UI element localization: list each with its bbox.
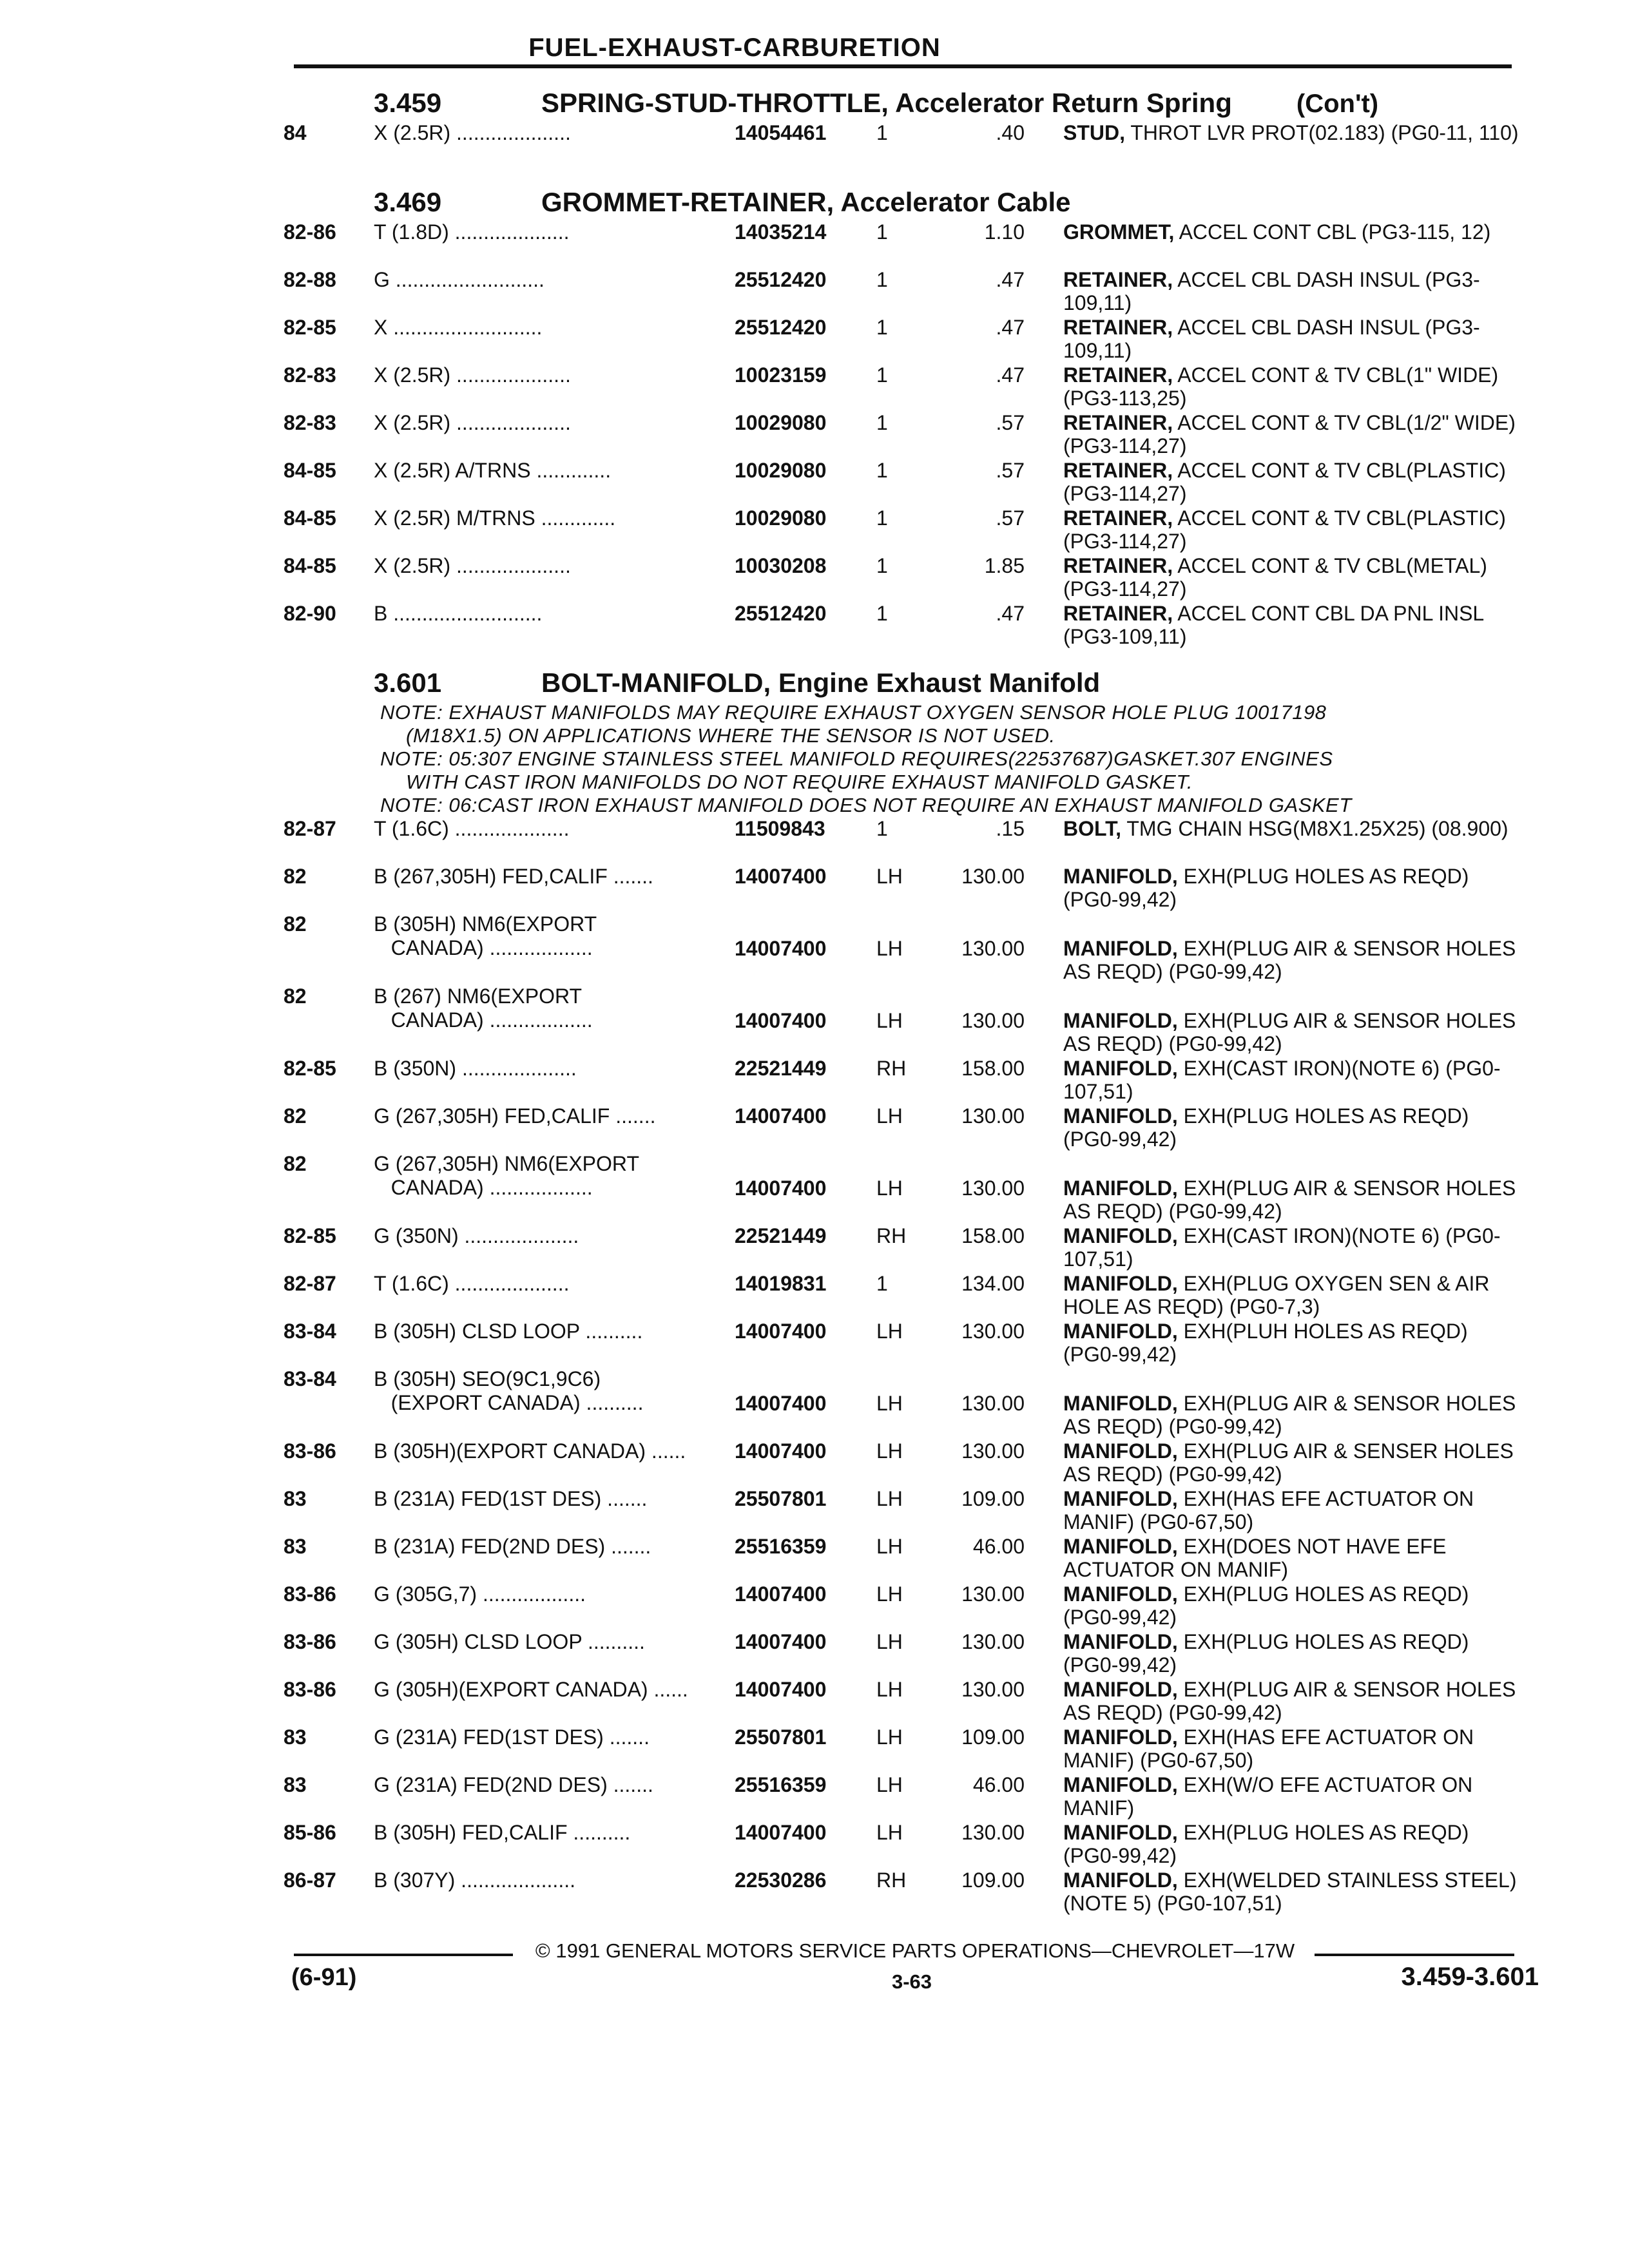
section-title: BOLT-MANIFOLD, Engine Exhaust Manifold — [541, 668, 1101, 698]
part-number: 25507801 — [735, 1487, 827, 1510]
quantity: 1 — [876, 363, 888, 387]
catalog-row — [284, 1821, 1527, 1869]
part-number: 14007400 — [735, 1630, 827, 1653]
catalog-row — [284, 1104, 1527, 1152]
model-application: G .......................... — [374, 268, 545, 291]
part-description: MANIFOLD, EXH(CAST IRON)(NOTE 6) (PG0-107,51) — [1063, 1224, 1501, 1271]
part-description: MANIFOLD, EXH(PLUG HOLES AS REQD) (PG0-99,42) — [1063, 1630, 1469, 1677]
model-years: 83-84 — [284, 1367, 336, 1390]
part-number: 25507801 — [735, 1725, 827, 1749]
catalog-row — [284, 554, 1527, 602]
quantity: LH — [876, 1009, 903, 1032]
part-number: 11509843 — [735, 817, 825, 840]
price: .47 — [996, 268, 1025, 291]
section-note: WITH CAST IRON MANIFOLDS DO NOT REQUIRE EXHAUST MANIFOLD GASKET. — [406, 771, 1193, 793]
part-description: RETAINER, ACCEL CONT & TV CBL(METAL) (PG3-114,27) — [1063, 554, 1487, 601]
model-application: G (350N) .................... — [374, 1224, 579, 1247]
model-application: B (231A) FED(1ST DES) ....... — [374, 1487, 648, 1510]
model-years: 83-86 — [284, 1678, 336, 1701]
part-name: MANIFOLD, — [1063, 1224, 1178, 1247]
price: 158.00 — [961, 1224, 1025, 1247]
part-description: MANIFOLD, EXH(PLUG AIR & SENSOR HOLES AS REQD) (PG0-99,42) — [1063, 1392, 1516, 1438]
price: 130.00 — [961, 865, 1025, 888]
price: 46.00 — [972, 1535, 1025, 1558]
catalog-row — [284, 1224, 1527, 1272]
price: 130.00 — [961, 1439, 1025, 1463]
catalog-row — [284, 220, 1527, 268]
section-note: NOTE: EXHAUST MANIFOLDS MAY REQUIRE EXHAUST OXYGEN SENSOR HOLE PLUG 10017198 — [380, 701, 1327, 724]
model-application: B (307Y) .................... — [374, 1869, 575, 1892]
part-name: MANIFOLD, — [1063, 1869, 1178, 1892]
quantity: LH — [876, 1392, 903, 1415]
part-description: MANIFOLD, EXH(WELDED STAINLESS STEEL)(NOTE 5) (PG0-107,51) — [1063, 1869, 1517, 1915]
part-description: MANIFOLD, EXH(PLUG AIR & SENSOR HOLES AS REQD) (PG0-99,42) — [1063, 1009, 1516, 1055]
catalog-row — [284, 1678, 1527, 1725]
part-name: MANIFOLD, — [1063, 1104, 1178, 1128]
part-description: RETAINER, ACCEL CBL DASH INSUL (PG3-109,11) — [1063, 316, 1480, 362]
quantity: LH — [876, 1177, 903, 1200]
price: 130.00 — [961, 1177, 1025, 1200]
model-years: 84-85 — [284, 506, 336, 530]
price: .57 — [996, 506, 1025, 530]
part-number: 10029080 — [735, 459, 827, 482]
model-years: 83 — [284, 1725, 307, 1749]
catalog-row — [284, 865, 1527, 912]
catalog-row — [284, 1630, 1527, 1678]
section-number: 3.469 — [374, 187, 442, 217]
section-number: 3.459 — [374, 88, 442, 118]
model-application: G (305G,7) .................. — [374, 1582, 586, 1606]
model-application: B (267) NM6(EXPORT CANADA) .................. — [374, 985, 593, 1032]
part-number: 14007400 — [735, 1439, 827, 1463]
catalog-row — [284, 985, 1527, 1057]
catalog-row — [284, 316, 1527, 363]
catalog-row — [284, 1152, 1527, 1224]
section-continued-label: (Con't) — [1296, 90, 1379, 118]
model-application: B (350N) .................... — [374, 1057, 577, 1080]
header-rule — [294, 64, 1512, 68]
catalog-row — [284, 1725, 1527, 1773]
quantity: LH — [876, 1582, 903, 1606]
catalog-row — [284, 1057, 1527, 1104]
price: 130.00 — [961, 1320, 1025, 1343]
model-years: 84-85 — [284, 554, 336, 577]
model-years: 82-83 — [284, 363, 336, 387]
quantity: LH — [876, 1487, 903, 1510]
part-number: 25516359 — [735, 1773, 827, 1796]
model-application: G (231A) FED(1ST DES) ....... — [374, 1725, 650, 1749]
catalog-row — [284, 363, 1527, 411]
part-number: 22521449 — [735, 1224, 827, 1247]
part-description: STUD, THROT LVR PROT(02.183) (PG0-11, 110) — [1063, 121, 1519, 144]
catalog-row — [284, 506, 1527, 554]
price: .47 — [996, 316, 1025, 339]
catalog-row — [284, 912, 1527, 985]
price: 130.00 — [961, 1392, 1025, 1415]
part-name: MANIFOLD, — [1063, 1320, 1178, 1343]
part-number: 14019831 — [735, 1272, 827, 1295]
price: .57 — [996, 411, 1025, 434]
section-title: SPRING-STUD-THROTTLE, Accelerator Return Spring — [541, 88, 1232, 118]
section-number: 3.601 — [374, 668, 442, 698]
part-name: MANIFOLD, — [1063, 1272, 1178, 1295]
quantity: 1 — [876, 411, 888, 434]
part-name: MANIFOLD, — [1063, 865, 1178, 888]
catalog-row — [284, 1320, 1527, 1367]
footer-rule-right — [1315, 1954, 1514, 1956]
page-title: FUEL-EXHAUST-CARBURETION — [528, 34, 941, 62]
part-description: MANIFOLD, EXH(PLUG AIR & SENSOR HOLES AS REQD) (PG0-99,42) — [1063, 937, 1516, 983]
quantity: LH — [876, 1678, 903, 1701]
quantity: LH — [876, 937, 903, 960]
catalog-row — [284, 602, 1527, 649]
part-number: 14007400 — [735, 937, 827, 960]
part-description: MANIFOLD, EXH(PLUG OXYGEN SEN & AIR HOLE AS REQD) (PG0-7,3) — [1063, 1272, 1490, 1318]
part-number: 14007400 — [735, 1582, 827, 1606]
part-description: MANIFOLD, EXH(HAS EFE ACTUATOR ON MANIF) (PG0-67,50) — [1063, 1725, 1474, 1772]
part-number: 25516359 — [735, 1535, 827, 1558]
part-name: MANIFOLD, — [1063, 1535, 1178, 1558]
part-number: 14007400 — [735, 1009, 827, 1032]
part-description: GROMMET, ACCEL CONT CBL (PG3-115, 12) — [1063, 220, 1491, 244]
quantity: LH — [876, 1725, 903, 1749]
model-application: X (2.5R) .................... — [374, 121, 571, 144]
model-application: T (1.6C) .................... — [374, 817, 570, 840]
part-number: 14007400 — [735, 1177, 827, 1200]
model-application: X (2.5R) A/TRNS ............. — [374, 459, 612, 482]
price: .57 — [996, 459, 1025, 482]
part-number: 22530286 — [735, 1869, 827, 1892]
part-name: MANIFOLD, — [1063, 1487, 1178, 1510]
model-application: B (231A) FED(2ND DES) ....... — [374, 1535, 651, 1558]
quantity: LH — [876, 1439, 903, 1463]
footer-page-number: 3-63 — [891, 1970, 932, 1993]
part-name: MANIFOLD, — [1063, 1725, 1178, 1749]
part-number: 22521449 — [735, 1057, 827, 1080]
price: 1.85 — [984, 554, 1025, 577]
model-application: X (2.5R) .................... — [374, 363, 571, 387]
footer-date: (6-91) — [291, 1964, 357, 1991]
part-description: RETAINER, ACCEL CONT CBL DA PNL INSL (PG3-109,11) — [1063, 602, 1484, 648]
price: 109.00 — [961, 1725, 1025, 1749]
part-name: RETAINER, — [1063, 554, 1173, 577]
part-description: RETAINER, ACCEL CONT & TV CBL(1/2" WIDE) (PG3-114,27) — [1063, 411, 1516, 457]
model-application: B (305H)(EXPORT CANADA) ...... — [374, 1439, 686, 1463]
parts-catalog-content — [284, 70, 1527, 1916]
quantity: 1 — [876, 1272, 888, 1295]
price: .15 — [996, 817, 1025, 840]
section-heading — [284, 187, 1527, 220]
catalog-row — [284, 1439, 1527, 1487]
quantity: LH — [876, 1773, 903, 1796]
catalog-row — [284, 817, 1527, 865]
part-name: RETAINER, — [1063, 316, 1173, 339]
section-heading — [284, 88, 1527, 121]
price: 130.00 — [961, 937, 1025, 960]
price: .47 — [996, 602, 1025, 625]
model-application: B (267,305H) FED,CALIF ....... — [374, 865, 653, 888]
model-years: 83 — [284, 1535, 307, 1558]
part-number: 14007400 — [735, 1821, 827, 1844]
model-application: G (305H)(EXPORT CANADA) ...... — [374, 1678, 688, 1701]
part-name: GROMMET, — [1063, 220, 1175, 244]
part-description: MANIFOLD, EXH(PLUG HOLES AS REQD) (PG0-99,42) — [1063, 865, 1469, 911]
part-number: 14054461 — [735, 121, 827, 144]
quantity: 1 — [876, 817, 888, 840]
part-name: RETAINER, — [1063, 411, 1173, 434]
quantity: 1 — [876, 268, 888, 291]
part-description: MANIFOLD, EXH(PLUG AIR & SENSER HOLES AS REQD) (PG0-99,42) — [1063, 1439, 1514, 1486]
model-years: 82 — [284, 1104, 307, 1128]
part-name: MANIFOLD, — [1063, 937, 1178, 960]
part-number: 14007400 — [735, 1678, 827, 1701]
part-name: MANIFOLD, — [1063, 1773, 1178, 1796]
model-application: G (267,305H) NM6(EXPORT CANADA) .................. — [374, 1152, 639, 1199]
section-note: NOTE: 05:307 ENGINE STAINLESS STEEL MANIFOLD REQUIRES(22537687)GASKET.307 ENGINES — [380, 747, 1333, 770]
catalog-row — [284, 1367, 1527, 1439]
model-years: 82 — [284, 865, 307, 888]
part-description: MANIFOLD, EXH(PLUG AIR & SENSOR HOLES AS REQD) (PG0-99,42) — [1063, 1678, 1516, 1724]
price: 158.00 — [961, 1057, 1025, 1080]
part-description: MANIFOLD, EXH(DOES NOT HAVE EFE ACTUATOR ON MANIF) — [1063, 1535, 1447, 1581]
model-years: 82-88 — [284, 268, 336, 291]
part-description: BOLT, TMG CHAIN HSG(M8X1.25X25) (08.900) — [1063, 817, 1509, 840]
catalog-row — [284, 411, 1527, 459]
model-years: 84 — [284, 121, 307, 144]
part-description: RETAINER, ACCEL CONT & TV CBL(1" WIDE) (PG3-113,25) — [1063, 363, 1499, 410]
model-application: B .......................... — [374, 602, 543, 625]
quantity: 1 — [876, 506, 888, 530]
part-name: MANIFOLD, — [1063, 1177, 1178, 1200]
model-years: 84-85 — [284, 459, 336, 482]
part-name: MANIFOLD, — [1063, 1582, 1178, 1606]
model-years: 83 — [284, 1487, 307, 1510]
part-number: 10029080 — [735, 411, 827, 434]
part-description: RETAINER, ACCEL CONT & TV CBL(PLASTIC) (PG3-114,27) — [1063, 506, 1506, 553]
footer-section-range: 3.459-3.601 — [1401, 1963, 1539, 1991]
part-name: MANIFOLD, — [1063, 1057, 1178, 1080]
catalog-row — [284, 1869, 1527, 1916]
part-description: MANIFOLD, EXH(PLUG HOLES AS REQD) (PG0-99,42) — [1063, 1582, 1469, 1629]
model-years: 82-87 — [284, 1272, 336, 1295]
part-name: STUD, — [1063, 121, 1125, 144]
model-years: 82-85 — [284, 316, 336, 339]
part-number: 25512420 — [735, 268, 827, 291]
model-application: X .......................... — [374, 316, 543, 339]
price: 130.00 — [961, 1630, 1025, 1653]
quantity: LH — [876, 865, 903, 888]
price: 130.00 — [961, 1821, 1025, 1844]
model-years: 82-85 — [284, 1224, 336, 1247]
price: 130.00 — [961, 1582, 1025, 1606]
model-application: B (305H) NM6(EXPORT CANADA) .................. — [374, 912, 597, 959]
model-years: 82-90 — [284, 602, 336, 625]
model-application: G (305H) CLSD LOOP .......... — [374, 1630, 645, 1653]
catalog-row — [284, 459, 1527, 506]
catalog-row — [284, 1535, 1527, 1582]
part-number: 14035214 — [735, 220, 827, 244]
quantity: RH — [876, 1224, 907, 1247]
model-years: 82-87 — [284, 817, 336, 840]
part-number: 14007400 — [735, 1104, 827, 1128]
part-description: MANIFOLD, EXH(PLUG HOLES AS REQD) (PG0-99,42) — [1063, 1104, 1469, 1151]
quantity: 1 — [876, 602, 888, 625]
model-application: T (1.6C) .................... — [374, 1272, 570, 1295]
part-name: RETAINER, — [1063, 506, 1173, 530]
quantity: LH — [876, 1821, 903, 1844]
model-years: 82-83 — [284, 411, 336, 434]
part-description: MANIFOLD, EXH(W/O EFE ACTUATOR ON MANIF) — [1063, 1773, 1473, 1820]
quantity: 1 — [876, 220, 888, 244]
price: 1.10 — [984, 220, 1025, 244]
price: 46.00 — [972, 1773, 1025, 1796]
part-number: 10029080 — [735, 506, 827, 530]
part-name: MANIFOLD, — [1063, 1009, 1178, 1032]
part-description: MANIFOLD, EXH(CAST IRON)(NOTE 6) (PG0-107,51) — [1063, 1057, 1501, 1103]
model-years: 82-86 — [284, 220, 336, 244]
footer-copyright: © 1991 GENERAL MOTORS SERVICE PARTS OPERATIONS—CHEVROLET—17W — [535, 1939, 1295, 1962]
model-years: 82 — [284, 912, 307, 936]
part-name: BOLT, — [1063, 817, 1122, 840]
model-years: 85-86 — [284, 1821, 336, 1844]
quantity: 1 — [876, 459, 888, 482]
quantity: 1 — [876, 316, 888, 339]
part-number: 14007400 — [735, 1320, 827, 1343]
part-description: MANIFOLD, EXH(PLUG AIR & SENSOR HOLES AS REQD) (PG0-99,42) — [1063, 1177, 1516, 1223]
quantity: LH — [876, 1104, 903, 1128]
price: 130.00 — [961, 1104, 1025, 1128]
model-application: B (305H) SEO(9C1,9C6) (EXPORT CANADA) .......... — [374, 1367, 644, 1414]
part-name: RETAINER, — [1063, 459, 1173, 482]
part-name: RETAINER, — [1063, 268, 1173, 291]
part-description: MANIFOLD, EXH(PLUH HOLES AS REQD) (PG0-99,42) — [1063, 1320, 1468, 1366]
price: 109.00 — [961, 1869, 1025, 1892]
price: 109.00 — [961, 1487, 1025, 1510]
model-application: G (231A) FED(2ND DES) ....... — [374, 1773, 653, 1796]
part-name: MANIFOLD, — [1063, 1630, 1178, 1653]
price: 134.00 — [961, 1272, 1025, 1295]
model-years: 82-85 — [284, 1057, 336, 1080]
part-description: MANIFOLD, EXH(HAS EFE ACTUATOR ON MANIF) (PG0-67,50) — [1063, 1487, 1474, 1533]
quantity: 1 — [876, 121, 888, 144]
section-note: (M18X1.5) ON APPLICATIONS WHERE THE SENSOR IS NOT USED. — [406, 724, 1055, 747]
model-years: 83-86 — [284, 1582, 336, 1606]
model-years: 82 — [284, 985, 307, 1008]
section-note: NOTE: 06:CAST IRON EXHAUST MANIFOLD DOES NOT REQUIRE AN EXHAUST MANIFOLD GASKET — [380, 794, 1352, 816]
section-heading — [284, 668, 1527, 701]
part-description: RETAINER, ACCEL CBL DASH INSUL (PG3-109,11) — [1063, 268, 1480, 314]
model-application: B (305H) FED,CALIF .......... — [374, 1821, 631, 1844]
model-years: 83-86 — [284, 1630, 336, 1653]
part-name: MANIFOLD, — [1063, 1821, 1178, 1844]
catalog-row — [284, 1272, 1527, 1320]
quantity: RH — [876, 1057, 907, 1080]
model-application: X (2.5R) .................... — [374, 554, 571, 577]
model-years: 83 — [284, 1773, 307, 1796]
part-name: RETAINER, — [1063, 602, 1173, 625]
quantity: LH — [876, 1320, 903, 1343]
catalog-row — [284, 1582, 1527, 1630]
model-application: T (1.8D) .................... — [374, 220, 570, 244]
part-number: 10023159 — [735, 363, 827, 387]
part-number: 25512420 — [735, 602, 827, 625]
quantity: LH — [876, 1630, 903, 1653]
model-application: X (2.5R) M/TRNS ............. — [374, 506, 616, 530]
catalog-row — [284, 121, 1527, 169]
catalog-row — [284, 1487, 1527, 1535]
model-years: 83-84 — [284, 1320, 336, 1343]
model-application: G (267,305H) FED,CALIF ....... — [374, 1104, 656, 1128]
part-name: RETAINER, — [1063, 363, 1173, 387]
part-number: 14007400 — [735, 1392, 827, 1415]
model-application: B (305H) CLSD LOOP .......... — [374, 1320, 643, 1343]
quantity: LH — [876, 1535, 903, 1558]
part-description: RETAINER, ACCEL CONT & TV CBL(PLASTIC) (PG3-114,27) — [1063, 459, 1506, 505]
price: 130.00 — [961, 1678, 1025, 1701]
quantity: RH — [876, 1869, 907, 1892]
catalog-row — [284, 268, 1527, 316]
part-name: MANIFOLD, — [1063, 1392, 1178, 1415]
part-description: MANIFOLD, EXH(PLUG HOLES AS REQD) (PG0-99,42) — [1063, 1821, 1469, 1867]
price: .47 — [996, 363, 1025, 387]
part-number: 14007400 — [735, 865, 827, 888]
model-years: 83-86 — [284, 1439, 336, 1463]
model-application: X (2.5R) .................... — [374, 411, 571, 434]
price: .40 — [996, 121, 1025, 144]
part-number: 10030208 — [735, 554, 827, 577]
model-years: 82 — [284, 1152, 307, 1175]
price: 130.00 — [961, 1009, 1025, 1032]
part-name: MANIFOLD, — [1063, 1439, 1178, 1463]
section-title: GROMMET-RETAINER, Accelerator Cable — [541, 187, 1071, 217]
quantity: 1 — [876, 554, 888, 577]
catalog-row — [284, 1773, 1527, 1821]
model-years: 86-87 — [284, 1869, 336, 1892]
part-number: 25512420 — [735, 316, 827, 339]
part-name: MANIFOLD, — [1063, 1678, 1178, 1701]
